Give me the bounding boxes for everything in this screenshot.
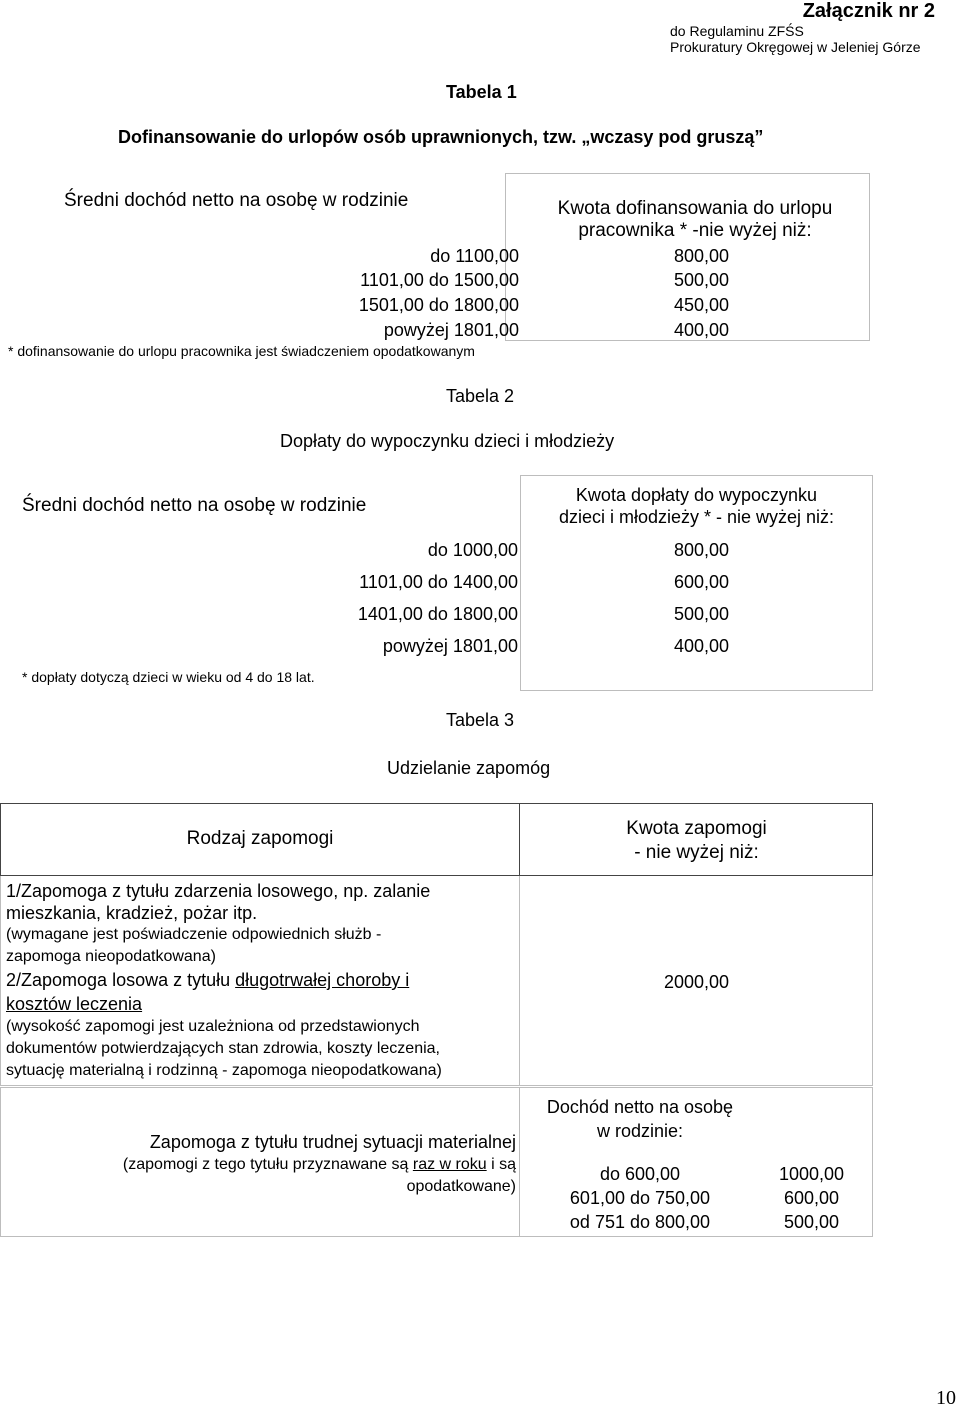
table2-footnote: * dopłaty dotyczą dzieci w wieku od 4 do 18 lat.: [22, 669, 315, 685]
table2-label: Tabela 2: [446, 386, 515, 406]
table3-label: Tabela 3: [446, 710, 515, 730]
table1-label: Tabela 1: [446, 82, 517, 102]
table3-row2-description: [10, 1130, 516, 1198]
table2-col-right-header: [520, 484, 873, 528]
income-header-line2: w rodzinie:: [596, 1121, 684, 1141]
table1-row-amount: 450,00: [673, 295, 729, 315]
amount-value: 1000,00: [778, 1164, 845, 1184]
amount-value: 500,00: [783, 1212, 840, 1232]
row1-underlined-text: długotrwałej choroby i: [235, 970, 410, 990]
table1-row-range: do 1100,00: [430, 246, 519, 266]
table2-row-amount: 500,00: [673, 604, 729, 624]
income-header-line1: Dochód netto na osobę: [546, 1097, 734, 1117]
income-range: do 600,00: [599, 1164, 681, 1184]
table2-col-right-line1: Kwota dopłaty do wypoczynku: [575, 485, 818, 505]
table3-row2-income-ranges: [520, 1162, 760, 1234]
table3-col-right-line1: Kwota zapomogi: [626, 818, 767, 839]
table1-heading: Dofinansowanie do urlopów osób uprawnionych, tzw. „wczasy pod gruszą”: [118, 127, 764, 147]
table3-col-left-header: Rodzaj zapomogi: [186, 828, 334, 849]
row1-line: (wymagane jest poświadczenie odpowiednich służb -: [6, 926, 382, 943]
table1-row-range: 1101,00 do 1500,00: [360, 270, 519, 290]
table1-row-amount: 400,00: [673, 320, 729, 340]
amount-value: 600,00: [783, 1188, 840, 1208]
table2-col-left-header: Średni dochód netto na osobę w rodzinie: [22, 495, 367, 516]
table1-row-range: powyżej 1801,00: [383, 320, 519, 340]
row1-line: dokumentów potwierdzających stan zdrowia, koszty leczenia,: [6, 1040, 440, 1057]
table1-row-amount: 800,00: [673, 246, 729, 266]
table3-heading: Udzielanie zapomóg: [387, 758, 551, 778]
table1-row-range: 1501,00 do 1800,00: [358, 295, 519, 315]
row1-line: 1/Zapomoga z tytułu zdarzenia losowego, np. zalanie: [6, 881, 431, 901]
row2-underlined-text: raz w roku: [412, 1156, 487, 1173]
row2-line: (zapomogi z tego tytułu przyznawane są: [122, 1156, 413, 1173]
table1-col-right-line1: Kwota dofinansowania do urlopu: [557, 198, 833, 219]
row1-line: sytuację materialną i rodzinną - zapomoga nieopodatkowana): [6, 1062, 442, 1079]
income-range: 601,00 do 750,00: [569, 1188, 711, 1208]
page-number: 10: [936, 1387, 956, 1409]
table2-row-range: do 1000,00: [427, 540, 518, 560]
table1-col-right-line2: pracownika * -nie wyżej niż:: [578, 220, 812, 241]
row1-line: 2/Zapomoga losowa z tytułu: [6, 970, 236, 990]
table2-row-range: powyżej 1801,00: [382, 636, 518, 656]
table1-footnote: * dofinansowanie do urlopu pracownika jest świadczeniem opodatkowanym: [8, 343, 475, 359]
table2-col-right-line2: dzieci i młodzieży * - nie wyżej niż:: [558, 507, 835, 527]
row1-line: (wysokość zapomogi jest uzależniona od przedstawionych: [6, 1018, 420, 1035]
row1-underlined-text: kosztów leczenia: [6, 994, 143, 1014]
attachment-title: Załącznik nr 2: [802, 0, 935, 22]
table2-heading: Dopłaty do wypoczynku dzieci i młodzieży: [280, 431, 615, 451]
row2-line: i są: [486, 1156, 516, 1173]
table3-row1-amount: 2000,00: [663, 972, 730, 992]
table2-row-range: 1101,00 do 1400,00: [359, 572, 518, 592]
table1-col-left-header: Średni dochód netto na osobę w rodzinie: [64, 190, 409, 211]
table1-col-right-header: [520, 198, 870, 242]
table1-row-amount: 500,00: [673, 270, 729, 290]
table2-row-range: 1401,00 do 1800,00: [357, 604, 518, 624]
table3-col-right-header: [520, 817, 873, 865]
table3-row1-description: [6, 880, 516, 1082]
row1-line: mieszkania, kradzież, pożar itp.: [6, 903, 258, 923]
row1-line: zapomoga nieopodatkowana): [6, 948, 216, 965]
table3-row2-income-header: [520, 1095, 760, 1143]
attachment-subtitle-2: Prokuratury Okręgowej w Jeleniej Górze: [670, 39, 921, 55]
table2-row-amount: 800,00: [673, 540, 729, 560]
table3-col-right-line2: - nie wyżej niż:: [634, 842, 759, 863]
row2-line: opodatkowane): [406, 1178, 516, 1195]
table2-row-amount: 600,00: [673, 572, 729, 592]
row2-line: Zapomoga z tytułu trudnej sytuacji materialnej: [149, 1132, 516, 1152]
income-range: od 751 do 800,00: [569, 1212, 711, 1232]
attachment-subtitle-1: do Regulaminu ZFŚS: [670, 23, 804, 39]
table2-row-amount: 400,00: [673, 636, 729, 656]
table3-row2-amounts: [760, 1162, 863, 1234]
